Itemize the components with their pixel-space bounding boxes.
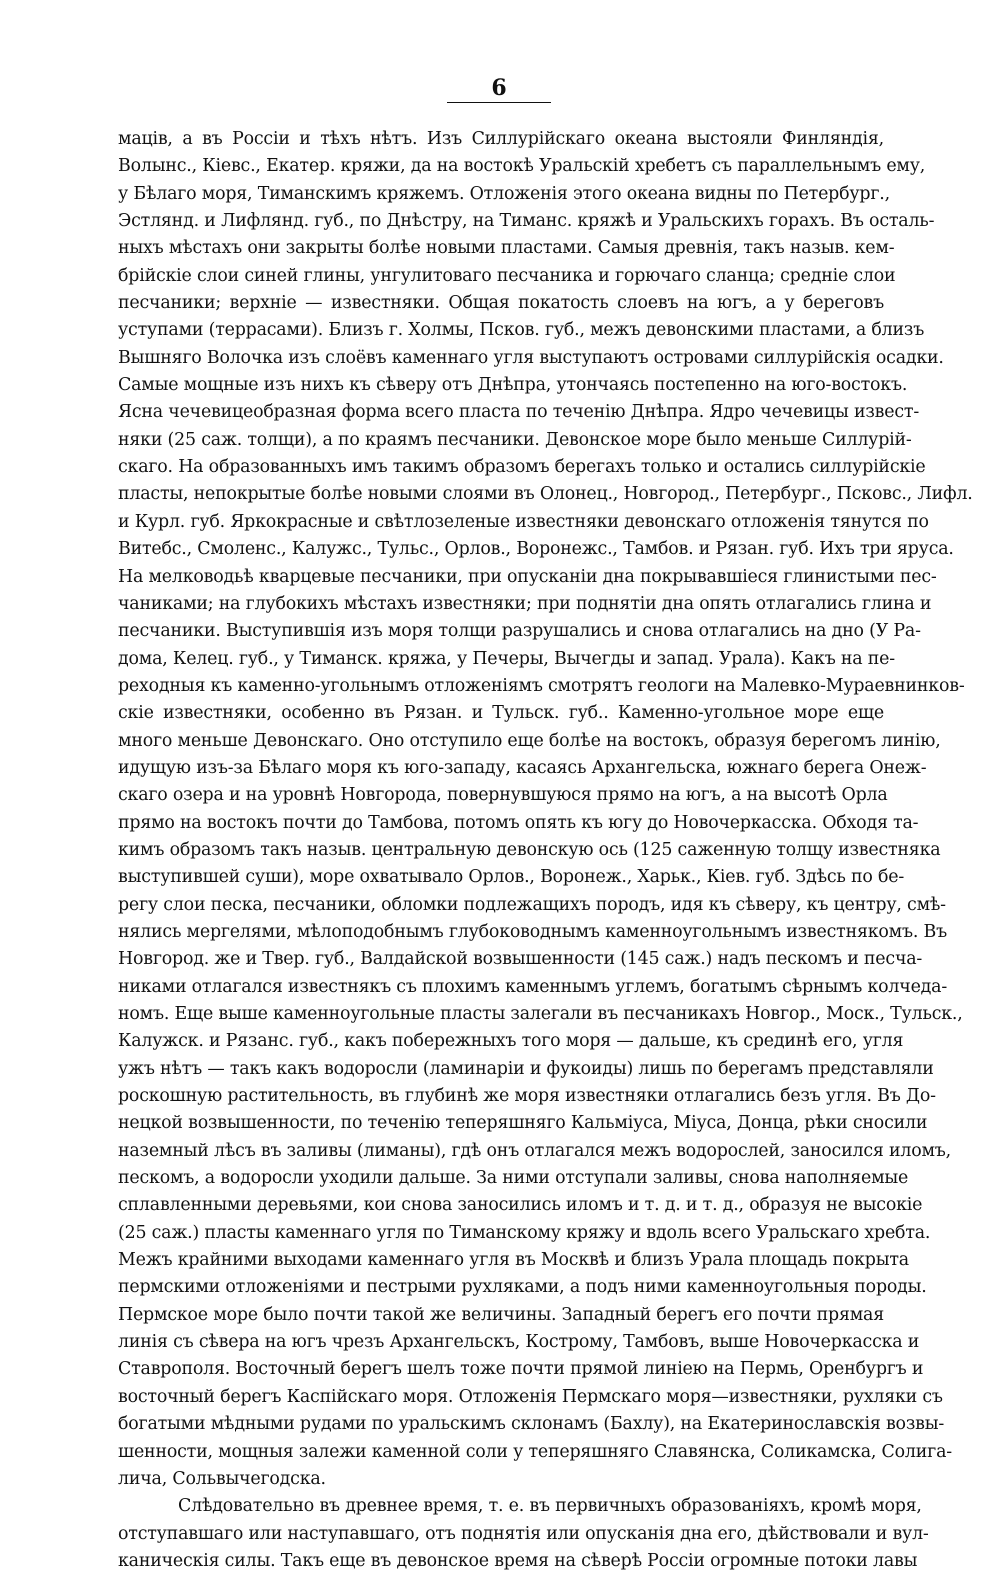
text-line: Пермское море было почти такой же величины. Западный берегъ его почти прямая bbox=[118, 1304, 884, 1325]
text-line: скаго озера и на уровнѣ Новгорода, повернувшуюся прямо на югъ, а на высотѣ Орла bbox=[118, 785, 888, 806]
text-line: линія съ сѣвера на югъ чрезъ Архангельскъ, Кострому, Тамбовъ, выше Новочеркасска и bbox=[118, 1332, 920, 1353]
text-line: ныхъ мѣстахъ они закрыты болѣе новыми пластами. Самыя древнія, такъ назыв. кем- bbox=[118, 238, 895, 259]
text-line: Эстлянд. и Лифлянд. губ., по Днѣстру, на Тиманс. кряжѣ и Уральскихъ горахъ. Въ осталь- bbox=[118, 211, 935, 232]
text-line: Новгород. же и Твер. губ., Валдайской возвышенности (145 саж.) надъ пескомъ и песча- bbox=[118, 949, 923, 970]
text-line: у Бѣлаго моря, Тиманскимъ кряжемъ. Отложенія этого океана видны по Петербург., bbox=[118, 183, 890, 204]
text-line: На мелководьѣ кварцевые песчаники, при опусканіи дна покрывавшіеся глинистыми пес- bbox=[118, 566, 937, 587]
text-line: восточный берегъ Каспійскаго моря. Отложенія Пермскаго моря—известняки, рухляки съ bbox=[118, 1386, 943, 1407]
text-line: пласты, непокрытые болѣе новыми слоями въ Олонец., Новгород., Петербург., Псковс., Лифл. bbox=[118, 484, 973, 505]
text-line: Вышняго Волочка изъ слоёвъ каменнаго угля выступаютъ островами силлурійскія осадки. bbox=[118, 347, 944, 368]
body-text bbox=[118, 126, 973, 1575]
text-line: Межъ крайними выходами каменнаго угля въ Москвѣ и близъ Урала площадь покрыта bbox=[118, 1250, 909, 1271]
text-line: лича, Сольвычегодска. bbox=[118, 1468, 326, 1489]
text-line: номъ. Еще выше каменноугольные пласты залегали въ песчаникахъ Новгор., Моск., Тульск., bbox=[118, 1004, 963, 1024]
text-line: Ясна чечевицеобразная форма всего пласта по теченію Днѣпра. Ядро чечевицы извест- bbox=[118, 402, 919, 423]
text-line: отступавшаго или наступавшаго, отъ поднятія или опусканія дна его, дѣйствовали и вул- bbox=[118, 1523, 929, 1544]
text-line: брійскіе слои синей глины, унгулитоваго песчаника и горючаго сланца; средніе слои bbox=[118, 265, 896, 286]
text-line: кимъ образомъ такъ назыв. центральную девонскую ось (125 саженную толщу известняка bbox=[118, 839, 941, 860]
text-line: никами отлагался известнякъ съ плохимъ каменнымъ углемъ, богатымъ сѣрнымъ колчеда- bbox=[118, 976, 948, 997]
text-line: реходныя къ каменно-угольнымъ отложеніямъ смотрятъ геологи на Малевко-Мураевнинков- bbox=[118, 675, 965, 696]
text-line: дома, Келец. губ., у Тиманск. кряжа, у Печеры, Вычегды и запад. Урала). Какъ на пе- bbox=[118, 648, 895, 669]
text-line: маців, а въ Россіи и тѣхъ нѣтъ. Изъ Силлурійскаго океана выстояли Финляндія, bbox=[118, 129, 884, 149]
text-line: выступившей суши), море охватывало Орлов., Воронеж., Харьк., Кіев. губ. Здѣсь по бе- bbox=[118, 867, 905, 888]
text-line: няки (25 саж. толщи), а по краямъ песчаники. Девонское море было меньше Силлурій- bbox=[118, 429, 912, 450]
text-line: скіе известняки, особенно въ Рязан. и Тульск. губ.. Каменно-угольное море еще bbox=[118, 703, 884, 724]
text-line: идущую изъ-за Бѣлаго моря къ юго-западу, касаясь Архангельска, южнаго берега Онеж- bbox=[118, 757, 927, 778]
text-line: ужъ нѣтъ — такъ какъ водоросли (ламинаріи и фукоиды) лишь по берегамъ представляли bbox=[118, 1058, 934, 1079]
text-line: скаго. На образованныхъ имъ такимъ образомъ берегахъ только и остались силлурійскіе bbox=[118, 457, 926, 478]
header-rule bbox=[447, 102, 551, 103]
text-line: шенности, мощныя залежи каменной соли у теперяшняго Славянска, Соликамска, Солига- bbox=[118, 1441, 952, 1462]
text-line: наземный лѣсъ въ заливы (лиманы), гдѣ онъ отлагался межъ водорослей, заносился иломъ, bbox=[118, 1140, 952, 1161]
text-line: уступами (террасами). Близъ г. Холмы, Псков. губ., межъ девонскими пластами, а близъ bbox=[118, 320, 925, 341]
text-line: Слѣдовательно въ древнее время, т. е. въ первичныхъ образованіяхъ, кромѣ моря, bbox=[178, 1496, 922, 1517]
text-line: Самые мощные изъ нихъ къ сѣверу отъ Днѣпра, утончаясь постепенно на юго-востокъ. bbox=[118, 375, 908, 396]
text-line: нялись мергелями, мѣлоподобнымъ глубоководнымъ каменноугольнымъ известнякомъ. Въ bbox=[118, 921, 947, 942]
text-line: каническія силы. Такъ еще въ девонское время на сѣверѣ Россіи огромные потоки лавы bbox=[118, 1550, 918, 1571]
text-line: (25 саж.) пласты каменнаго угля по Тиманскому кряжу и вдоль всего Уральскаго хребта. bbox=[118, 1222, 931, 1243]
text-line: Калужск. и Рязанс. губ., какъ побережныхъ того моря — дальше, къ срединѣ его, угля bbox=[118, 1031, 904, 1052]
text-line: сплавленными деревьями, кои снова заносились иломъ и т. д. и т. д., образуя не высокіе bbox=[118, 1195, 923, 1216]
text-line: нецкой возвышенности, по теченію теперяшняго Кальміуса, Міуса, Донца, рѣки сносили bbox=[118, 1113, 928, 1134]
text-line: регу слои песка, песчаники, обломки подлежащихъ породъ, идя къ сѣверу, къ центру, смѣ- bbox=[118, 894, 946, 915]
text-line: чаниками; на глубокихъ мѣстахъ известняки; при поднятіи дна опять отлагались глина и bbox=[118, 593, 932, 614]
text-line: Ставрополя. Восточный берегъ шелъ тоже почти прямой линіею на Пермь, Оренбургъ и bbox=[118, 1359, 924, 1380]
text-line: прямо на востокъ почти до Тамбова, потомъ опять къ югу до Новочеркасска. Обходя та- bbox=[118, 812, 919, 833]
text-line: Волынс., Кіевс., Екатер. кряжи, да на востокѣ Уральскій хребетъ съ параллельнымъ ему, bbox=[118, 156, 926, 177]
text-line: много меньше Девонскаго. Оно отступило еще болѣе на востокъ, образуя берегомъ линію, bbox=[118, 730, 941, 751]
text-line: песчаники. Выступившія изъ моря толщи разрушались и снова отлагались на дно (У Ра- bbox=[118, 621, 921, 642]
text-line: пескомъ, а водоросли уходили дальше. За ними отступали заливы, снова наполняемые bbox=[118, 1168, 909, 1189]
page-number: 6 bbox=[491, 75, 507, 101]
text-line: богатыми мѣдными рудами по уральскимъ склонамъ (Бахлу), на Екатеринославскія возвы- bbox=[118, 1414, 945, 1435]
text-line: Витебс., Смоленс., Калужс., Тульс., Орлов., Воронежс., Тамбов. и Рязан. губ. Ихъ три яруса. bbox=[118, 539, 954, 560]
text-line: роскошную растительность, въ глубинѣ же моря известняки отлагались безъ угля. Въ До- bbox=[118, 1086, 936, 1107]
text-line: песчаники; верхніе — известняки. Общая покатость слоевъ на югъ, а у береговъ bbox=[118, 293, 884, 314]
text-line: пермскими отложеніями и пестрыми рухляками, а подъ ними каменноугольныя породы. bbox=[118, 1277, 927, 1298]
text-line: и Курл. губ. Яркокрасные и свѣтлозеленые известняки девонскаго отложенія тянутся по bbox=[118, 511, 929, 532]
page-header bbox=[444, 76, 554, 103]
